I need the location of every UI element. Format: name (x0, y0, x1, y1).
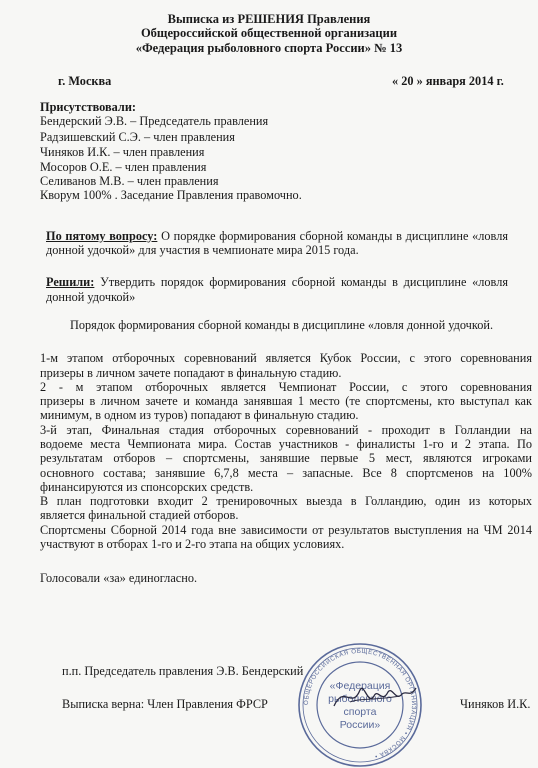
seal-text-line: рыболовного (328, 693, 392, 705)
procedure-line: 2 - м этапом отборочных является Чемпионат России, с этого соревнования (40, 380, 532, 394)
procedure-line: является финальной стадией отборов. (40, 508, 239, 522)
place: г. Москва (58, 74, 112, 88)
attendee: Селиванов М.В. – член правления (40, 174, 219, 188)
procedure-line: водоеме места Чемпионата мира. Состав участников - финалисты 1-го и 2 этапа. По (40, 437, 532, 451)
procedure-line: призеры в личном зачете и команда занявшая 1 место (те спортсмены, кто выступал как (40, 394, 532, 408)
procedure-line: участвуют в отборах 1-го и 2-го этапа на общих условиях. (40, 537, 345, 551)
procedure-line: 1-м этапом отборочных соревнований является Кубок России, с этого соревнования (40, 351, 532, 365)
seal-text-line: «Федерация (329, 680, 391, 692)
header-line-2: Общероссийской общественной организации (140, 26, 398, 40)
decision-line-1 (46, 275, 508, 289)
signature-certified: Выписка верна: Член Правления ФРСР (62, 697, 268, 711)
seal-text-line: спорта (343, 706, 377, 718)
quorum: Кворум 100% . Заседание Правления правомочно. (40, 188, 302, 202)
vote-result: Голосовали «за» единогласно. (40, 571, 198, 585)
procedure-line: минимум, в одном из туров) попадают в финальную стадию. (40, 408, 359, 422)
handwritten-signature (330, 676, 420, 716)
attendee: Радзишевский С.Э. – член правления (40, 130, 235, 144)
procedure-line: В план подготовки входит 2 тренировочных выезда в Голландию, один из которых (40, 494, 532, 508)
attendee: Мосоров О.Е. – член правления (40, 160, 207, 174)
procedure-title: Порядок формирования сборной команды в дисциплине «ловля донной удочкой. (70, 318, 494, 332)
decision-text-2: донной удочкой» (46, 290, 136, 304)
header-line-3: «Федерация рыболовного спорта России» № 13 (135, 41, 403, 55)
signature-chairman: п.п. Председатель правления Э.В. Бендерский (62, 664, 304, 678)
procedure-line: 3-й этап, Финальная стадия отборочных соревнований - проходит в Голландии на (40, 423, 532, 437)
seal-ring-text: ОБЩЕРОССИЙСКАЯ ОБЩЕСТВЕННАЯ ОРГАНИЗАЦИЯ • МОСКВА • (302, 647, 418, 760)
date: « 20 » января 2014 г. (392, 74, 504, 88)
question-text-1: О порядке формирования сборной команды в дисциплине «ловля (161, 229, 508, 243)
procedure-line: финансируются из спонсорских средств. (40, 480, 254, 494)
procedure-line: Спортсмены Сборной 2014 года вне зависимости от результатов выступления на ЧМ 2014 (40, 523, 532, 537)
attendees-heading: Присутствовали: (40, 100, 136, 114)
seal-text-line: России» (339, 719, 381, 731)
decision-label: Решили: (46, 275, 95, 289)
signature-certifier-name: Чиняков И.К. (460, 697, 531, 711)
procedure-line: призеры в личном зачете попадают в финальную стадию. (40, 366, 342, 380)
question-text-2: донной удочкой» для участия в чемпионате мира 2015 года. (46, 243, 359, 257)
question-line-1 (46, 229, 508, 243)
decision-text-1: Утвердить порядок формирования сборной команды в дисциплине «ловля (100, 275, 508, 289)
attendee: Чиняков И.К. – член правления (40, 145, 205, 159)
header-line-1: Выписка из РЕШЕНИЯ Правления (167, 12, 371, 26)
attendee: Бендерский Э.В. – Председатель правления (40, 114, 269, 128)
procedure-line: основного состава; занявшие 6,7,8 места – запасные. Все 8 спортсменов на 100% (40, 466, 532, 480)
procedure-line: результатам отборов – спортсмены, занявшие первые 5 мест, являются игроками (40, 451, 532, 465)
question-label: По пятому вопросу: (46, 229, 158, 243)
